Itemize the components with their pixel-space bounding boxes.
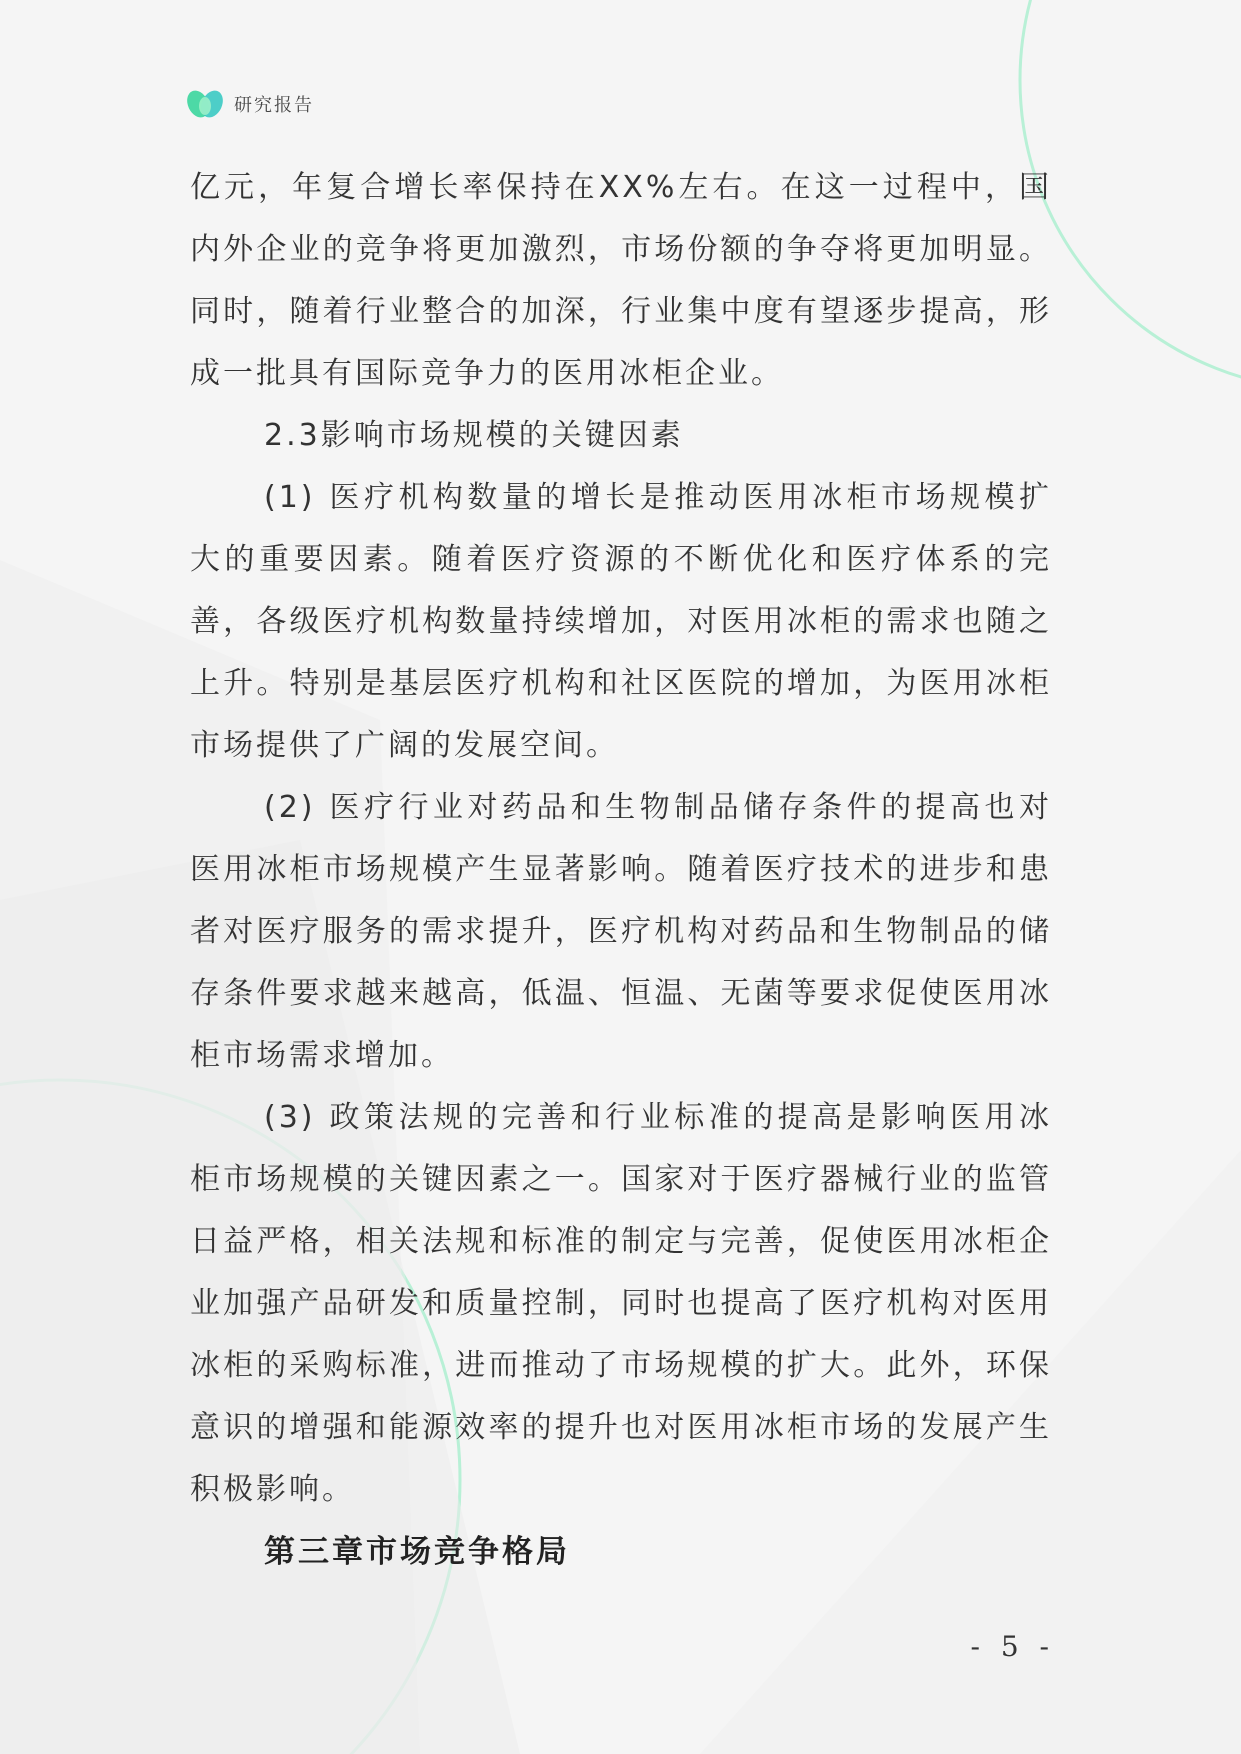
chapter-heading: 第三章市场竞争格局 xyxy=(264,1534,570,1570)
paragraph: 亿元，年复合增长率保持在XX%左右。在这一过程中，国内外企业的竞争将更加激烈，市场份额的争夺将更加明显。同时，随着行业整合的加深，行业集中度有望逐步提高，形成一批具有国际竞争力的医用冰柜企业。 xyxy=(190,170,1052,391)
section-item-3: (3) 政策法规的完善和行业标准的提高是影响医用冰柜市场规模的关键因素之一。国家对于医疗器械行业的监管日益严格，相关法规和标准的制定与完善，促使医用冰柜企业加强产品研发和质量控制，同时也提高了医疗机构对医用冰柜的采购标准，进而推动了市场规模的扩大。此外，环保意识的增强和能源效率的提升也对医用冰柜市场的发展产生积极影响。 xyxy=(190,1100,1052,1507)
page-number: - 5 - xyxy=(970,1630,1055,1663)
section-heading: 2.3影响市场规模的关键因素 xyxy=(264,418,684,453)
document-body xyxy=(190,157,1052,1583)
section-item-1: (1) 医疗机构数量的增长是推动医用冰柜市场规模扩大的重要因素。随着医疗资源的不断优化和医疗体系的完善，各级医疗机构数量持续增加，对医用冰柜的需求也随之上升。特别是基层医疗机构和社区医院的增加，为医用冰柜市场提供了广阔的发展空间。 xyxy=(190,480,1052,763)
section-item-2: (2) 医疗行业对药品和生物制品储存条件的提高也对医用冰柜市场规模产生显著影响。随着医疗技术的进步和患者对医疗服务的需求提升，医疗机构对药品和生物制品的储存条件要求越来越高，低温、恒温、无菌等要求促使医用冰柜市场需求增加。 xyxy=(190,790,1052,1073)
report-logo-icon xyxy=(186,86,224,122)
page-footer xyxy=(0,1630,1241,1663)
page-header xyxy=(186,86,314,122)
header-title: 研究报告 xyxy=(234,95,314,116)
decor-circle-top-right xyxy=(1020,0,1241,390)
